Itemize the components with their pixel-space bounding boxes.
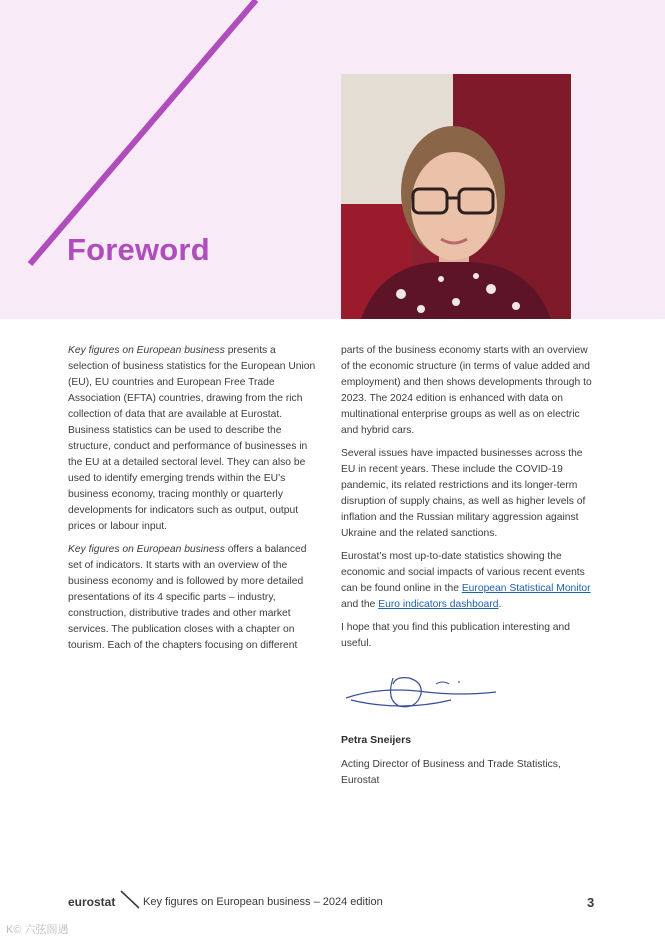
european-statistical-monitor-link[interactable]: European Statistical Monitor — [461, 583, 591, 594]
euro-indicators-dashboard-link[interactable]: Euro indicators dashboard — [378, 599, 499, 610]
author-photo — [341, 74, 571, 319]
page-title: Foreword — [67, 232, 210, 267]
paragraph — [68, 542, 316, 654]
paragraph-text: . — [498, 599, 502, 610]
paragraph — [68, 343, 316, 535]
eurostat-logo: eurostat — [68, 895, 116, 909]
watermark: K© 六弦阁遇 — [6, 924, 69, 936]
paragraph — [341, 549, 597, 613]
logo-slash-icon — [119, 889, 141, 911]
paragraph: Several issues have impacted businesses across the EU in recent years. These include the COVID-19 pandemic, its related restrictions and its longer-term disruption of supply chains, as well as higher levels of inflation and the Russian military aggression against Ukraine and the related sanctions. — [341, 448, 586, 539]
paragraph: I hope that you find this publication interesting and useful. — [341, 622, 570, 649]
publication-title-italic: Key figures on European business — [68, 544, 225, 555]
paragraph-text: Eurostat’s most up-to-date statistics showing the economic and social impacts of various recent events can be found online in the — [341, 551, 585, 594]
signer-role: Acting Director of Business and Trade Statistics, Eurostat — [341, 759, 561, 786]
paragraph: parts of the business economy starts with an overview of the economic structure (in terms of value added and employment) and then shows developments through to 2023. The 2024 edition is enhanced with data on multinational enterprise groups as well as on electric and hybrid cars. — [341, 345, 592, 436]
page-number: 3 — [587, 895, 595, 910]
body-right-column — [341, 343, 597, 659]
footer-publication-title: Key figures on European business – 2024 edition — [143, 896, 383, 908]
signer-name: Petra Sneijers — [341, 734, 412, 746]
publication-title-italic: Key figures on European business — [68, 345, 225, 356]
paragraph-text: and the — [341, 599, 379, 610]
body-left-column — [68, 343, 316, 661]
handwritten-signature — [341, 670, 511, 715]
paragraph-text: offers a balanced set of indicators. It starts with an overview of the business economy and is followed by more detailed presentations of its 4 specific parts – industry, construction, distributive trades and other market services. The publication closes with a chapter on tourism. Each of the chapters focusing on different — [68, 544, 307, 651]
paragraph-text: presents a selection of business statistics for the European Union (EU), EU countries and European Free Trade Association (EFTA) countries, drawing from the rich collection of data that are available at Eurostat. Business statistics can be used to describe the structure, conduct and performance of businesses in the EU at a detailed sectoral level. They can also be used to identify emerging trends within the EU’s business economy, tracing monthly or quarterly developments for indicators such as output, output prices or labour input. — [68, 345, 316, 532]
